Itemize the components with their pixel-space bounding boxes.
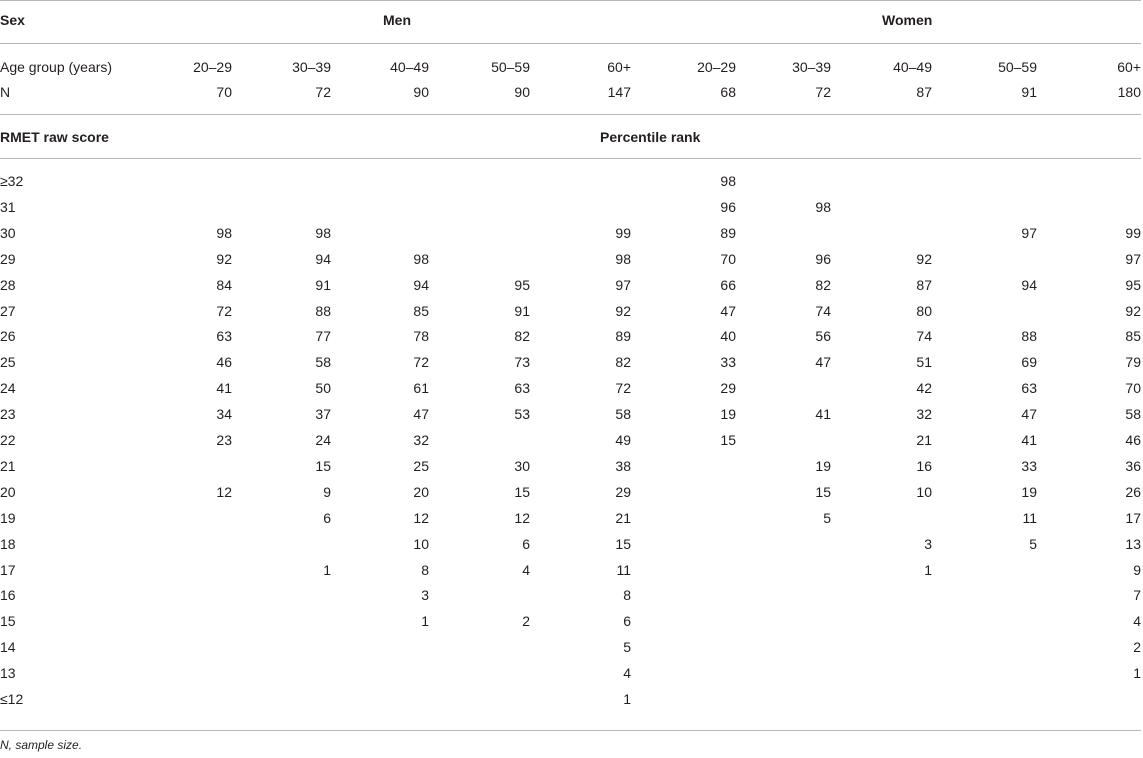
percentile-cell: 2 [1133,639,1141,655]
percentile-cell: 46 [216,354,232,370]
percentile-cell: 1 [924,562,932,578]
percentile-cell: 36 [1125,458,1141,474]
raw-score-cell: 22 [0,432,16,448]
sample-size-cell: 72 [315,84,331,100]
percentile-cell: 1 [1133,665,1141,681]
percentile-cell: 63 [1021,380,1037,396]
percentile-cell: 51 [916,354,932,370]
percentile-rank-header: Percentile rank [600,129,701,145]
percentile-cell: 58 [315,354,331,370]
percentile-cell: 94 [413,277,429,293]
percentile-cell: 88 [315,303,331,319]
percentile-cell: 17 [1125,510,1141,526]
percentile-cell: 23 [216,432,232,448]
percentile-cell: 88 [1021,328,1037,344]
percentile-cell: 94 [315,251,331,267]
raw-score-cell: 14 [0,639,16,655]
raw-score-cell: 26 [0,328,16,344]
percentile-cell: 84 [216,277,232,293]
percentile-cell: 1 [323,562,331,578]
section-rule [0,114,1141,115]
percentile-cell: 98 [413,251,429,267]
percentile-cell: 85 [1125,328,1141,344]
percentile-cell: 16 [916,458,932,474]
percentile-cell: 3 [421,587,429,603]
percentile-cell: 61 [413,380,429,396]
age-group-cell: 60+ [607,59,631,75]
percentile-cell: 69 [1021,354,1037,370]
percentile-cell: 82 [514,328,530,344]
percentile-cell: 32 [413,432,429,448]
percentile-cell: 9 [323,484,331,500]
percentile-cell: 98 [216,225,232,241]
percentile-cell: 41 [815,406,831,422]
raw-score-cell: 24 [0,380,16,396]
percentile-cell: 82 [815,277,831,293]
subheader-rule [0,158,1141,159]
percentile-cell: 15 [720,432,736,448]
percentile-cell: 21 [916,432,932,448]
sample-size-cell: 90 [514,84,530,100]
percentile-cell: 97 [615,277,631,293]
women-header: Women [882,12,933,28]
percentile-cell: 72 [216,303,232,319]
raw-score-cell: 21 [0,458,16,474]
percentile-cell: 32 [916,406,932,422]
percentile-cell: 95 [1125,277,1141,293]
percentile-cell: 74 [916,328,932,344]
sample-size-cell: 91 [1021,84,1037,100]
percentile-cell: 33 [720,354,736,370]
percentile-cell: 12 [514,510,530,526]
percentile-cell: 99 [615,225,631,241]
percentile-cell: 19 [815,458,831,474]
percentile-cell: 12 [216,484,232,500]
raw-score-cell: ≥32 [0,173,24,189]
percentile-cell: 4 [522,562,530,578]
percentile-cell: 58 [615,406,631,422]
percentile-cell: 73 [514,354,530,370]
bottom-rule [0,730,1141,731]
raw-score-cell: 20 [0,484,16,500]
percentile-cell: 15 [514,484,530,500]
percentile-cell: 63 [514,380,530,396]
age-group-cell: 60+ [1117,59,1141,75]
percentile-cell: 1 [623,691,631,707]
percentile-cell: 8 [421,562,429,578]
raw-score-cell: 13 [0,665,16,681]
age-group-cell: 20–29 [697,59,736,75]
percentile-cell: 74 [815,303,831,319]
raw-score-cell: 29 [0,251,16,267]
age-group-cell: 20–29 [193,59,232,75]
footnote: N, sample size. [0,738,83,752]
percentile-cell: 9 [1133,562,1141,578]
percentile-cell: 6 [522,536,530,552]
age-group-cell: 40–49 [893,59,932,75]
percentile-cell: 47 [815,354,831,370]
sample-size-cell: 147 [607,84,631,100]
percentile-cell: 4 [623,665,631,681]
n-label: N [0,84,11,100]
percentile-cell: 8 [623,587,631,603]
percentile-cell: 98 [815,199,831,215]
raw-score-cell: 31 [0,199,16,215]
men-header: Men [383,12,411,28]
sample-size-cell: 70 [216,84,232,100]
percentile-cell: 1 [421,613,429,629]
percentile-cell: 5 [623,639,631,655]
percentile-cell: 87 [916,277,932,293]
percentile-cell: 92 [216,251,232,267]
percentile-cell: 99 [1125,225,1141,241]
percentile-cell: 41 [216,380,232,396]
percentile-cell: 95 [514,277,530,293]
percentile-cell: 34 [216,406,232,422]
sample-size-cell: 72 [815,84,831,100]
percentile-cell: 91 [514,303,530,319]
age-group-cell: 30–39 [292,59,331,75]
percentile-cell: 15 [815,484,831,500]
raw-score-cell: 19 [0,510,16,526]
percentile-cell: 89 [615,328,631,344]
percentile-cell: 26 [1125,484,1141,500]
percentile-cell: 94 [1021,277,1037,293]
percentile-cell: 72 [615,380,631,396]
percentile-cell: 91 [315,277,331,293]
percentile-cell: 63 [216,328,232,344]
percentile-cell: 58 [1125,406,1141,422]
percentile-cell: 56 [815,328,831,344]
raw-score-cell: 16 [0,587,16,603]
percentile-cell: 3 [924,536,932,552]
percentile-cell: 40 [720,328,736,344]
percentile-cell: 6 [623,613,631,629]
age-group-cell: 30–39 [792,59,831,75]
percentile-cell: 98 [615,251,631,267]
percentile-cell: 15 [315,458,331,474]
percentile-cell: 47 [720,303,736,319]
percentile-cell: 5 [823,510,831,526]
percentile-cell: 89 [720,225,736,241]
percentile-cell: 70 [720,251,736,267]
age-group-cell: 50–59 [998,59,1037,75]
percentile-cell: 30 [514,458,530,474]
raw-score-cell: ≤12 [0,691,24,707]
percentile-cell: 10 [916,484,932,500]
raw-score-cell: 15 [0,613,16,629]
raw-score-cell: 30 [0,225,16,241]
raw-score-cell: 25 [0,354,16,370]
percentile-cell: 97 [1021,225,1037,241]
top-rule [0,0,1141,1]
percentile-cell: 80 [916,303,932,319]
percentile-cell: 15 [615,536,631,552]
percentile-cell: 24 [315,432,331,448]
header-rule [0,43,1141,44]
percentile-cell: 77 [315,328,331,344]
raw-score-header: RMET raw score [0,129,109,145]
percentile-cell: 37 [315,406,331,422]
percentile-cell: 20 [413,484,429,500]
percentile-cell: 29 [720,380,736,396]
percentile-cell: 29 [615,484,631,500]
percentile-cell: 82 [615,354,631,370]
raw-score-cell: 28 [0,277,16,293]
percentile-cell: 96 [815,251,831,267]
raw-score-cell: 18 [0,536,16,552]
percentile-cell: 92 [615,303,631,319]
raw-score-cell: 17 [0,562,16,578]
raw-score-cell: 23 [0,406,16,422]
percentile-cell: 78 [413,328,429,344]
sample-size-cell: 90 [413,84,429,100]
percentile-cell: 49 [615,432,631,448]
percentile-cell: 38 [615,458,631,474]
percentile-cell: 25 [413,458,429,474]
percentile-cell: 70 [1125,380,1141,396]
sample-size-cell: 180 [1117,84,1141,100]
percentile-cell: 11 [616,562,631,578]
percentile-cell: 97 [1125,251,1141,267]
percentile-cell: 12 [413,510,429,526]
age-group-cell: 40–49 [390,59,429,75]
percentile-cell: 92 [1125,303,1141,319]
sample-size-cell: 68 [720,84,736,100]
percentile-cell: 19 [1021,484,1037,500]
percentile-cell: 11 [1022,510,1037,526]
raw-score-cell: 27 [0,303,16,319]
percentile-cell: 47 [1021,406,1037,422]
age-group-label: Age group (years) [0,59,113,75]
percentile-cell: 33 [1021,458,1037,474]
percentile-cell: 46 [1125,432,1141,448]
percentile-cell: 19 [720,406,736,422]
percentile-cell: 53 [514,406,530,422]
percentile-cell: 50 [315,380,331,396]
percentile-cell: 47 [413,406,429,422]
percentile-cell: 98 [315,225,331,241]
sample-size-cell: 87 [916,84,932,100]
percentile-cell: 92 [916,251,932,267]
sex-header: Sex [0,12,25,28]
percentile-cell: 13 [1125,536,1141,552]
percentile-cell: 41 [1021,432,1037,448]
percentile-cell: 98 [720,173,736,189]
percentile-cell: 72 [413,354,429,370]
age-group-cell: 50–59 [491,59,530,75]
percentile-cell: 2 [522,613,530,629]
percentile-cell: 66 [720,277,736,293]
percentile-cell: 96 [720,199,736,215]
percentile-cell: 6 [323,510,331,526]
percentile-cell: 42 [916,380,932,396]
percentile-cell: 21 [615,510,631,526]
percentile-cell: 4 [1133,613,1141,629]
percentile-cell: 79 [1125,354,1141,370]
percentile-cell: 5 [1029,536,1037,552]
percentile-cell: 10 [413,536,429,552]
percentile-cell: 7 [1133,587,1141,603]
percentile-cell: 85 [413,303,429,319]
